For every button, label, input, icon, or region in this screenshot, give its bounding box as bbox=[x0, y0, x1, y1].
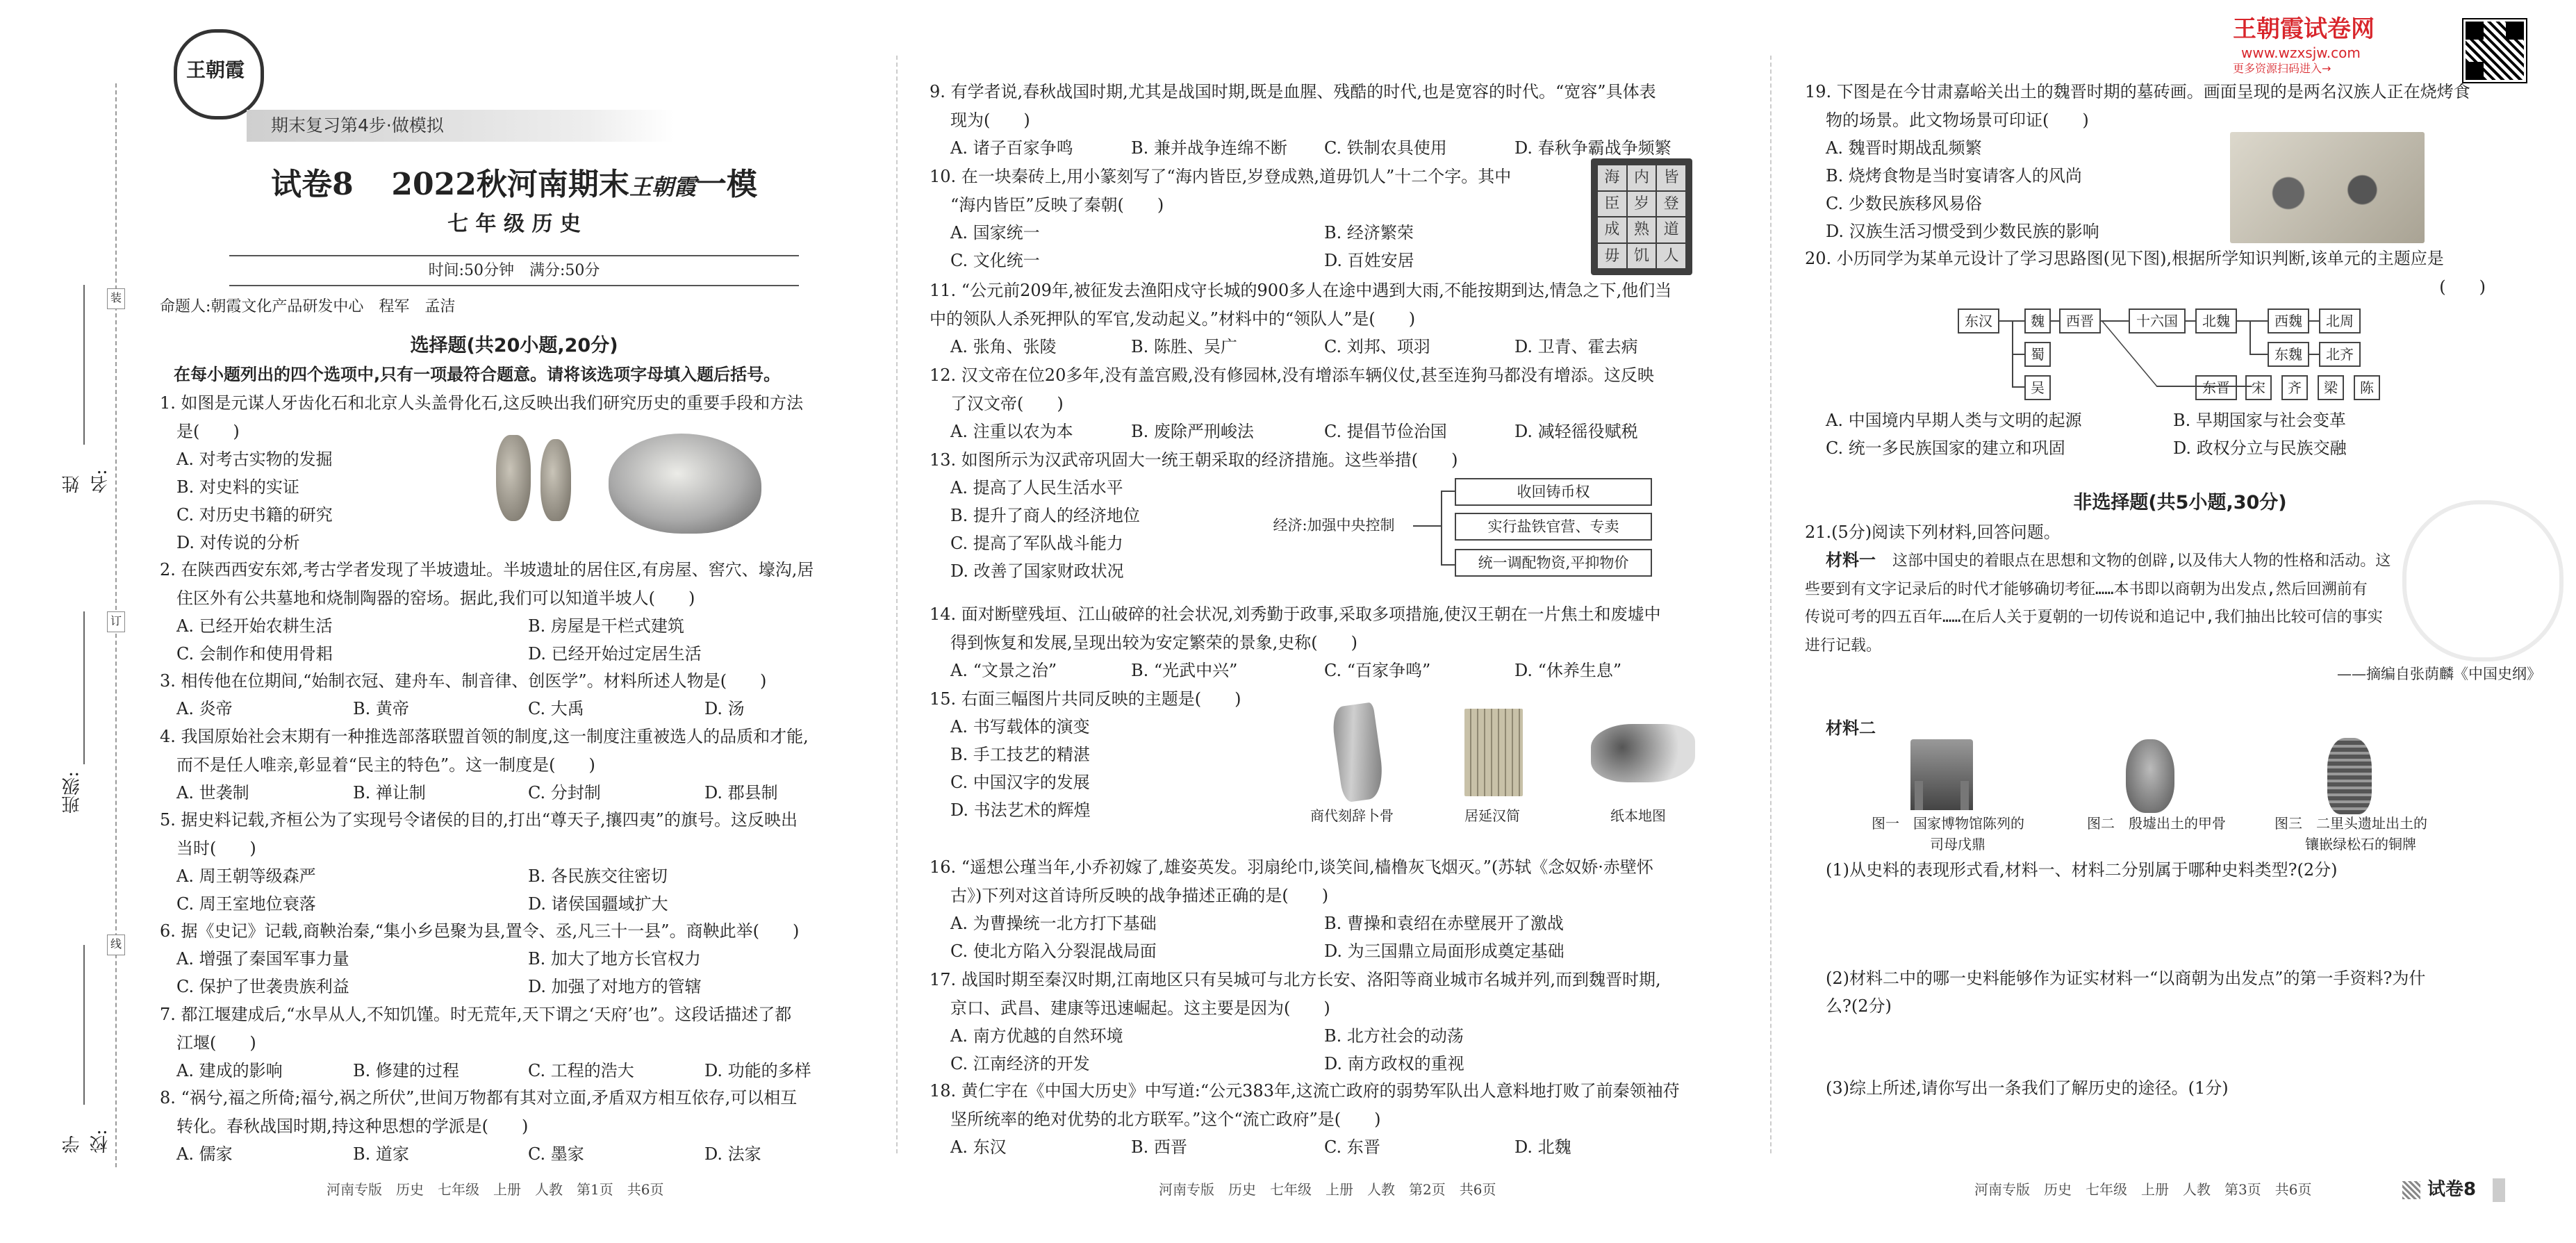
question-21 bbox=[1805, 518, 2555, 1098]
q11-option-c[interactable]: C. 刘邦、项羽 bbox=[1324, 337, 1430, 356]
node-dongwei: 东魏 bbox=[2268, 342, 2309, 367]
q14-option-c[interactable]: C. “百家争鸣” bbox=[1324, 661, 1431, 680]
node-wu: 吴 bbox=[2024, 375, 2051, 400]
q4-option-b[interactable]: B. 禅让制 bbox=[353, 783, 426, 802]
q4-line2: 而不是任人唯亲,彰显着“民主的特色”。这一制度是( ) bbox=[176, 755, 595, 775]
flow-line bbox=[2184, 320, 2195, 322]
m2-caption-1b: 司母戊鼎 bbox=[1930, 836, 1985, 853]
brick-char: 臣 bbox=[1598, 192, 1626, 217]
q10-option-a[interactable]: A. 国家统一 bbox=[950, 223, 1040, 242]
q12-option-d[interactable]: D. 减轻徭役赋税 bbox=[1514, 422, 1638, 441]
question-17 bbox=[930, 966, 1749, 1073]
peking-man-skull-image bbox=[609, 434, 761, 534]
node-beiqi: 北齐 bbox=[2319, 342, 2361, 367]
q8-option-c[interactable]: C. 墨家 bbox=[528, 1144, 584, 1164]
q16-option-c[interactable]: C. 使北方陷入分裂混战局面 bbox=[950, 941, 1157, 961]
q2-line2: 住区外有公共墓地和烧制陶器的窑场。据此,我们可以知道半坡人( ) bbox=[176, 588, 695, 608]
diagram-item-2: 实行盐铁官营、专卖 bbox=[1455, 513, 1652, 541]
q9-option-b[interactable]: B. 兼并战争连绵不断 bbox=[1131, 138, 1287, 158]
q14-option-d[interactable]: D. “休养生息” bbox=[1514, 661, 1622, 680]
question-20 bbox=[1805, 245, 2555, 458]
q19-option-a[interactable]: A. 魏晋时期战乱频繁 bbox=[1826, 138, 1982, 158]
brick-char: 登 bbox=[1657, 192, 1685, 217]
question-9 bbox=[930, 78, 1749, 158]
q3-line1: 3. 相传他在位期间,“始制衣冠、建舟车、制音律、创医学”。材料所述人物是( ) bbox=[160, 671, 767, 691]
name-label: 姓名: bbox=[62, 469, 111, 493]
q7-option-a[interactable]: A. 建成的影响 bbox=[176, 1061, 283, 1080]
q8-line2: 转化。春秋战国时期,持这种思想的学派是( ) bbox=[176, 1116, 529, 1136]
title-rule bbox=[229, 255, 799, 256]
brick-char: 熟 bbox=[1628, 217, 1656, 242]
q15-line1: 15. 右面三幅图片共同反映的主题是( ) bbox=[930, 689, 1241, 709]
question-18 bbox=[930, 1077, 1749, 1157]
q1-line2: 是( ) bbox=[176, 421, 240, 441]
q3-option-d[interactable]: D. 汤 bbox=[704, 699, 745, 718]
title-main: 2022秋河南期末 bbox=[391, 167, 629, 202]
brick-char: 皆 bbox=[1657, 165, 1685, 190]
q17-option-c[interactable]: C. 江南经济的开发 bbox=[950, 1054, 1090, 1073]
q19-option-c[interactable]: C. 少数民族移风易俗 bbox=[1826, 194, 1982, 213]
footer-page-3: 河南专版 历史 七年级 上册 人教 第3页 共6页 bbox=[1974, 1181, 2312, 1198]
m1-line4: 进行记载。 bbox=[1805, 636, 1882, 655]
m2-caption-3a: 图三 二里头遗址出土的 bbox=[2274, 815, 2427, 832]
q21-sub2-line1: (2)材料二中的哪一史料能够作为证实材料一“以商朝为出发点”的第一手资料?为什 bbox=[1826, 969, 2426, 988]
side-mark-1: 装 bbox=[107, 288, 125, 309]
q7-line2: 江堰( ) bbox=[176, 1032, 256, 1053]
q7-option-c[interactable]: C. 工程的浩大 bbox=[528, 1061, 634, 1080]
footer-pattern-icon bbox=[2402, 1181, 2420, 1199]
q19-line2: 物的场景。此文物场景可印证( ) bbox=[1826, 110, 2089, 130]
m2-caption-2 bbox=[2087, 813, 2226, 834]
node-song: 宋 bbox=[2245, 375, 2272, 400]
section2-title: 非选择题(共5小题,30分) bbox=[2073, 492, 2287, 513]
q3-option-a[interactable]: A. 炎帝 bbox=[176, 699, 233, 718]
q21-sub3: (3)综上所述,请你写出一条我们了解历史的途径。(1分) bbox=[1826, 1078, 2229, 1098]
q9-line2: 现为( ) bbox=[950, 110, 1030, 130]
name-field[interactable] bbox=[58, 285, 111, 493]
time-score: 时间:50分钟 满分:50分 bbox=[428, 262, 600, 279]
q20-option-b[interactable]: B. 早期国家与社会变革 bbox=[2173, 411, 2346, 430]
q10-line2: “海内皆臣”反映了秦朝( ) bbox=[950, 195, 1164, 215]
bamboo-slips-caption: 居延汉简 bbox=[1464, 807, 1520, 824]
flow-line bbox=[2249, 354, 2268, 355]
q21-sub2-answer-area[interactable] bbox=[1826, 1020, 2534, 1083]
node-xijin: 西晋 bbox=[2059, 308, 2101, 334]
q17-line1: 17. 战国时期至秦汉时期,江南地区只有吴城可与北方长安、洛阳等商业城市名城并列,而到魏晋时期, bbox=[930, 970, 1661, 989]
q21-sub2-line2: 么?(2分) bbox=[1826, 996, 1892, 1016]
q13-line1: 13. 如图所示为汉武帝巩固大一统王朝采取的经济措施。这些举措( ) bbox=[930, 450, 1458, 470]
brick-char: 海 bbox=[1598, 165, 1626, 190]
q11-option-b[interactable]: B. 陈胜、吴广 bbox=[1131, 337, 1237, 356]
yuanmou-teeth-image bbox=[496, 435, 531, 521]
oracle-bone-image bbox=[1330, 702, 1387, 802]
q19-line1: 19. 下图是在今甘肃嘉峪关出土的魏晋时期的墓砖画。画面呈现的是两名汉族人正在烧烤食 bbox=[1805, 82, 2470, 101]
bamboo-slips-image bbox=[1464, 709, 1523, 796]
step-badge: 期末复习第4步·做模拟 bbox=[247, 110, 674, 142]
q12-option-a[interactable]: A. 注重以农为本 bbox=[950, 422, 1073, 441]
q10-option-c[interactable]: C. 文化统一 bbox=[950, 251, 1040, 270]
title-brand: 王朝霞 bbox=[629, 174, 696, 200]
flow-line bbox=[2049, 320, 2059, 322]
q18-line1: 18. 黄仁宇在《中国大历史》中写道:“公元383年,这流亡政府的弱势军队出人意料地打败了前秦领袖苻 bbox=[930, 1081, 1680, 1101]
q11-line1: 11. “公元前209年,被征发去渔阳戍守长城的900多人在途中遇到大雨,不能按期到达,情急之下,他们当 bbox=[930, 281, 1672, 300]
diagram-bracket bbox=[1441, 491, 1456, 566]
q18-line2: 坚所统率的绝对优势的北方联军。”这个“流亡政府”是( ) bbox=[950, 1109, 1381, 1129]
node-donghan: 东汉 bbox=[1958, 308, 1999, 334]
school-field[interactable] bbox=[58, 945, 111, 1153]
q11-option-d[interactable]: D. 卫青、霍去病 bbox=[1514, 337, 1638, 356]
flow-line bbox=[2012, 386, 2024, 388]
q1-option-c[interactable]: C. 对历史书籍的研究 bbox=[176, 505, 333, 525]
q10-option-b[interactable]: B. 经济繁荣 bbox=[1324, 223, 1414, 242]
q13-option-a[interactable]: A. 提高了人民生活水平 bbox=[950, 478, 1123, 497]
brick-char: 成 bbox=[1598, 217, 1626, 242]
q2-option-a[interactable]: A. 已经开始农耕生活 bbox=[176, 616, 333, 636]
question-19 bbox=[1805, 78, 2555, 241]
qin-brick-image bbox=[1591, 158, 1692, 275]
q16-line2: 古》)下列对这首诗所反映的战争描述正确的是( ) bbox=[950, 885, 1329, 905]
q1-option-a[interactable]: A. 对考古实物的发掘 bbox=[176, 450, 333, 469]
question-13 bbox=[930, 446, 1749, 581]
class-field[interactable] bbox=[58, 611, 86, 820]
q12-line1: 12. 汉文帝在位20多年,没有盖宫殿,没有修园林,没有增添车辆仪仗,甚至连狗马都没有增添。这反映 bbox=[930, 365, 1654, 385]
q8-option-b[interactable]: B. 道家 bbox=[353, 1144, 409, 1164]
q2-option-c[interactable]: C. 会制作和使用骨耜 bbox=[176, 644, 333, 664]
q19-option-b[interactable]: B. 烧烤食物是当时宴请客人的风尚 bbox=[1826, 166, 2082, 186]
question-7 bbox=[160, 1001, 868, 1080]
q7-option-d[interactable]: D. 功能的多样 bbox=[704, 1061, 811, 1080]
brick-char: 道 bbox=[1657, 217, 1685, 242]
m1-line3: 传说可考的四五百年……在后人关于夏朝的一切传说和追记中,我们抽出比较可信的事实 bbox=[1805, 609, 2383, 626]
q12-option-b[interactable]: B. 废除严刑峻法 bbox=[1131, 422, 1254, 441]
m2-label: 材料二 bbox=[1826, 718, 1876, 738]
subtitle: 七 年 级 历 史 bbox=[447, 212, 581, 236]
q16-line1: 16. “遥想公瑾当年,小乔初嫁了,雄姿英发。羽扇纶巾,谈笑间,樯橹灰飞烟灭。”(苏轼《念奴娇·赤壁怀 bbox=[930, 857, 1653, 877]
q10-line1: 10. 在一块秦砖上,用小篆刻写了“海内皆臣,岁登成熟,道毋饥人”十二个字。其中 bbox=[930, 167, 1512, 186]
author-line: 命题人:朝霞文化产品研发中心 程军 孟洁 bbox=[160, 298, 456, 315]
q6-option-a[interactable]: A. 增强了秦国军事力量 bbox=[176, 949, 349, 969]
m2-caption-3 bbox=[2274, 813, 2427, 855]
m1-source: ——摘编自张荫麟《中国史纲》 bbox=[2337, 666, 2541, 682]
node-beiwei: 北魏 bbox=[2195, 308, 2237, 334]
q9-option-a[interactable]: A. 诸子百家争鸣 bbox=[950, 138, 1073, 158]
q9-option-d[interactable]: D. 春秋争霸战争频繁 bbox=[1514, 138, 1671, 158]
class-label: 班级: bbox=[62, 771, 83, 814]
q18-option-a[interactable]: A. 东汉 bbox=[950, 1137, 1007, 1157]
q3-option-b[interactable]: B. 黄帝 bbox=[353, 699, 409, 718]
question-6 bbox=[160, 917, 868, 996]
question-3 bbox=[160, 667, 868, 718]
q21-sub1-answer-area[interactable] bbox=[1826, 884, 2534, 960]
economic-measures-diagram bbox=[1256, 477, 1680, 588]
m2-caption-1a: 图一 国家博物馆陈列的 bbox=[1872, 815, 2024, 832]
q15-option-d[interactable]: D. 书法艺术的辉煌 bbox=[950, 800, 1091, 820]
footer-page-2: 河南专版 历史 七年级 上册 人教 第2页 共6页 bbox=[1159, 1181, 1496, 1198]
q11-line2: 中的领队人杀死押队的军官,发动起义。”材料中的“领队人”是( ) bbox=[930, 308, 1416, 329]
footer-badge-bar bbox=[2493, 1178, 2505, 1202]
q17-option-d[interactable]: D. 南方政权的重视 bbox=[1324, 1054, 1464, 1073]
node-qi: 齐 bbox=[2281, 375, 2308, 400]
q2-line1: 2. 在陕西西安东郊,考古学者发现了半坡遗址。半坡遗址的居住区,有房屋、窖穴、壕沟,居 bbox=[160, 560, 814, 579]
q7-line1: 7. 都江堰建成后,“水旱从人,不知饥馑。时无荒年,天下谓之‘天府’也”。这段话描述了都 bbox=[160, 1005, 792, 1024]
side-mark-3: 线 bbox=[107, 935, 125, 955]
logo-badge bbox=[174, 29, 264, 120]
q20-option-c[interactable]: C. 统一多民族国家的建立和巩固 bbox=[1826, 438, 2065, 458]
q8-line1: 8. “祸兮,福之所倚;福兮,祸之所伏”,世间万物都有其对立面,矛盾双方相互依存,可以相互 bbox=[160, 1088, 798, 1108]
q4-line1: 4. 我国原始社会末期有一种推选部落联盟首领的制度,这一制度注重被选人的品质和才能, bbox=[160, 727, 809, 746]
q8-option-a[interactable]: A. 儒家 bbox=[176, 1144, 233, 1164]
q20-line2: ( ) bbox=[2439, 277, 2486, 297]
q13-option-c[interactable]: C. 提高了军队战斗能力 bbox=[950, 534, 1123, 553]
node-beizhou: 北周 bbox=[2319, 308, 2361, 334]
question-4 bbox=[160, 723, 868, 802]
q19-option-d[interactable]: D. 汉族生活习惯受到少数民族的影响 bbox=[1826, 222, 2099, 241]
binding-strip bbox=[0, 0, 139, 1243]
brick-char: 毋 bbox=[1598, 244, 1626, 269]
q18-option-b[interactable]: B. 西晋 bbox=[1131, 1137, 1187, 1157]
question-1 bbox=[160, 389, 868, 552]
q18-option-c[interactable]: C. 东晋 bbox=[1324, 1137, 1380, 1157]
brick-char: 人 bbox=[1657, 244, 1685, 269]
q5-line2: 当时( ) bbox=[176, 838, 256, 858]
q20-option-d[interactable]: D. 政权分立与民族交融 bbox=[2173, 438, 2347, 458]
q9-line1: 9. 有学者说,春秋战国时期,尤其是战国时期,既是血腥、残酷的时代,也是宽容的时代。“宽容”具体表 bbox=[930, 82, 1656, 101]
q4-option-c[interactable]: C. 分封制 bbox=[528, 783, 601, 802]
question-14 bbox=[930, 600, 1749, 680]
q5-line1: 5. 据史料记载,齐桓公为了实现号令诸侯的目的,打出“尊天子,攘四夷”的旗号。这反映出 bbox=[160, 810, 798, 830]
diagram-item-3: 统一调配物资,平抑物价 bbox=[1455, 549, 1652, 577]
footer-badge: 试卷8 bbox=[2427, 1179, 2477, 1200]
name-underline bbox=[83, 285, 85, 445]
school-label: 学校: bbox=[62, 1129, 111, 1153]
oracle-shell-image bbox=[2126, 739, 2174, 813]
q6-option-c[interactable]: C. 保护了世袭贵族利益 bbox=[176, 977, 349, 996]
column-divider-1 bbox=[896, 56, 898, 1153]
title-rule-2 bbox=[229, 285, 799, 286]
q15-option-c[interactable]: C. 中国汉字的发展 bbox=[950, 773, 1090, 792]
m1-text-1: 这部中国史的着眼点在思想和文物的创辟,以及伟大人物的性格和活动。这 bbox=[1892, 552, 2391, 570]
paper-map-image bbox=[1591, 724, 1695, 782]
q3-option-c[interactable]: C. 大禹 bbox=[528, 699, 584, 718]
question-5 bbox=[160, 806, 868, 914]
question-12 bbox=[930, 361, 1749, 441]
q20-line1: 20. 小历同学为某单元设计了学习思路图(见下图),根据所学知识判断,该单元的主题应是 bbox=[1805, 249, 2444, 268]
flow-line bbox=[2308, 320, 2319, 322]
q12-line2: 了汉文帝( ) bbox=[950, 393, 1064, 413]
flow-line bbox=[2012, 354, 2024, 355]
q4-option-a[interactable]: A. 世袭制 bbox=[176, 783, 249, 802]
q2-option-b[interactable]: B. 房屋是干栏式建筑 bbox=[528, 616, 684, 636]
site-tip: 更多资源扫码进入→ bbox=[2233, 62, 2331, 75]
q1-option-d[interactable]: D. 对传说的分析 bbox=[176, 533, 300, 552]
q15-option-a[interactable]: A. 书写载体的演变 bbox=[950, 717, 1090, 736]
node-shu: 蜀 bbox=[2024, 342, 2051, 367]
diagram-item-1: 收回铸币权 bbox=[1455, 478, 1652, 506]
yuanmou-tooth-2-image bbox=[540, 439, 571, 521]
qr-code-icon[interactable] bbox=[2463, 19, 2526, 82]
m2-caption-3b: 镶嵌绿松石的铜牌 bbox=[2305, 836, 2416, 853]
q18-option-d[interactable]: D. 北魏 bbox=[1514, 1137, 1571, 1157]
q17-option-b[interactable]: B. 北方社会的动荡 bbox=[1324, 1026, 1464, 1046]
q14-line2: 得到恢复和发展,呈现出较为安定繁荣的景象,史称( ) bbox=[950, 632, 1357, 652]
q11-option-a[interactable]: A. 张角、张陵 bbox=[950, 337, 1057, 356]
brick-char: 饥 bbox=[1628, 244, 1656, 269]
q13-option-d[interactable]: D. 改善了国家财政状况 bbox=[950, 561, 1124, 581]
q13-option-b[interactable]: B. 提升了商人的经济地位 bbox=[950, 506, 1140, 525]
q6-option-d[interactable]: D. 加强了对地方的管辖 bbox=[528, 977, 702, 996]
q6-line1: 6. 据《史记》记载,商鞅治秦,“集小乡邑聚为县,置令、丞,凡三十一县”。商鞅此举( ) bbox=[160, 921, 800, 941]
logo-text: 王朝霞 bbox=[185, 58, 245, 81]
q8-option-d[interactable]: D. 法家 bbox=[704, 1144, 761, 1164]
diagram-root: 经济:加强中央控制 bbox=[1256, 513, 1412, 538]
question-16 bbox=[930, 853, 1749, 961]
q16-option-d[interactable]: D. 为三国鼎立局面形成奠定基础 bbox=[1324, 941, 1564, 961]
m1-line1 bbox=[1805, 546, 2555, 576]
page-title bbox=[160, 165, 868, 206]
title-suffix: 一模 bbox=[695, 167, 757, 202]
q21-stem: 21.(5分)阅读下列材料,回答问题。 bbox=[1805, 522, 2061, 542]
node-xiwei: 西魏 bbox=[2268, 308, 2309, 334]
node-shiliuguo: 十六国 bbox=[2129, 308, 2186, 334]
q5-option-a[interactable]: A. 周王朝等级森严 bbox=[176, 866, 316, 886]
site-url: www.wzxsjw.com bbox=[2241, 44, 2361, 61]
school-underline bbox=[83, 945, 85, 1105]
oracle-bone-caption: 商代刻辞卜骨 bbox=[1310, 807, 1394, 824]
q17-option-a[interactable]: A. 南方优越的自然环境 bbox=[950, 1026, 1123, 1046]
node-dongjin: 东晋 bbox=[2195, 375, 2237, 400]
q1-option-b[interactable]: B. 对史料的实证 bbox=[176, 477, 299, 497]
site-name: 王朝霞试卷网 bbox=[2233, 15, 2375, 43]
class-underline bbox=[83, 611, 85, 764]
q1-line1: 1. 如图是元谋人牙齿化石和北京人头盖骨化石,这反映出我们研究历史的重要手段和方法 bbox=[160, 393, 804, 413]
paper-map-caption: 纸本地图 bbox=[1610, 807, 1666, 824]
section1-title: 选择题(共20小题,20分) bbox=[410, 335, 618, 356]
flow-line bbox=[2236, 320, 2268, 322]
q9-option-c[interactable]: C. 铁制农具使用 bbox=[1324, 138, 1447, 158]
q16-option-b[interactable]: B. 曹操和袁绍在赤壁展开了激战 bbox=[1324, 914, 1564, 933]
q12-option-c[interactable]: C. 提倡节俭治国 bbox=[1324, 422, 1447, 441]
brick-char: 岁 bbox=[1628, 192, 1656, 217]
question-15 bbox=[930, 685, 1749, 824]
turquoise-plaque-image bbox=[2327, 738, 2372, 814]
question-8 bbox=[160, 1084, 868, 1164]
question-11 bbox=[930, 277, 1749, 356]
m1-line2: 些要到有文字记录后的时代才能够确切考征……本书即以商朝为出发点,然后回溯前有 bbox=[1805, 580, 2368, 598]
m1-label: 材料一 bbox=[1826, 550, 1876, 570]
q5-option-b[interactable]: B. 各民族交往密切 bbox=[528, 866, 668, 886]
column-divider-2 bbox=[1770, 56, 1772, 1153]
q15-option-b[interactable]: B. 手工技艺的精湛 bbox=[950, 745, 1090, 764]
tomb-brick-painting-image bbox=[2230, 132, 2425, 243]
side-mark-2: 订 bbox=[107, 611, 125, 632]
dynasty-flow-diagram bbox=[1958, 308, 2388, 400]
flow-line bbox=[2308, 354, 2319, 355]
q7-option-b[interactable]: B. 修建的过程 bbox=[353, 1061, 459, 1080]
flow-line bbox=[2249, 320, 2251, 354]
material-1 bbox=[1805, 546, 2555, 689]
q16-option-a[interactable]: A. 为曹操统一北方打下基础 bbox=[950, 914, 1157, 933]
q5-option-c[interactable]: C. 周王室地位衰落 bbox=[176, 894, 316, 914]
brick-grid bbox=[1598, 165, 1685, 268]
q20-option-a[interactable]: A. 中国境内早期人类与文明的起源 bbox=[1826, 411, 2082, 430]
q14-option-a[interactable]: A. “文景之治” bbox=[950, 661, 1057, 680]
question-2 bbox=[160, 556, 868, 664]
q10-option-d[interactable]: D. 百姓安居 bbox=[1324, 251, 1414, 270]
q14-option-b[interactable]: B. “光武中兴” bbox=[1131, 661, 1238, 680]
question-10 bbox=[930, 163, 1749, 270]
node-liang: 梁 bbox=[2318, 375, 2344, 400]
q2-option-d[interactable]: D. 已经开始过定居生活 bbox=[528, 644, 702, 664]
m2-caption-1 bbox=[1872, 813, 2024, 855]
node-chen: 陈 bbox=[2354, 375, 2380, 400]
simuwu-ding-image bbox=[1910, 739, 1973, 810]
q17-line2: 京口、武昌、建康等迅速崛起。这主要是因为( ) bbox=[950, 998, 1330, 1018]
q5-option-d[interactable]: D. 诸侯国疆域扩大 bbox=[528, 894, 668, 914]
section1-instruction: 在每小题列出的四个选项中,只有一项最符合题意。请将该选项字母填入题后括号。 bbox=[174, 365, 781, 384]
diagram-connector bbox=[1413, 525, 1441, 527]
brick-char: 内 bbox=[1628, 165, 1656, 190]
title-prefix: 试卷8 bbox=[271, 167, 354, 202]
q21-sub1: (1)从史料的表现形式看,材料一、材料二分别属于哪种史料类型?(2分) bbox=[1826, 860, 2338, 880]
q6-option-b[interactable]: B. 加大了地方长官权力 bbox=[528, 949, 701, 969]
q14-line1: 14. 面对断壁残垣、江山破碎的社会状况,刘秀勤于政事,采取多项措施,使汉王朝在一片焦土和废墟中 bbox=[930, 604, 1661, 624]
q4-option-d[interactable]: D. 郡县制 bbox=[704, 783, 778, 802]
footer-page-1: 河南专版 历史 七年级 上册 人教 第1页 共6页 bbox=[327, 1181, 664, 1198]
node-wei: 魏 bbox=[2024, 308, 2051, 334]
q21-sub3-answer-area[interactable] bbox=[1826, 1102, 2534, 1158]
m2-caption-2a: 图二 殷墟出土的甲骨 bbox=[2087, 815, 2226, 832]
